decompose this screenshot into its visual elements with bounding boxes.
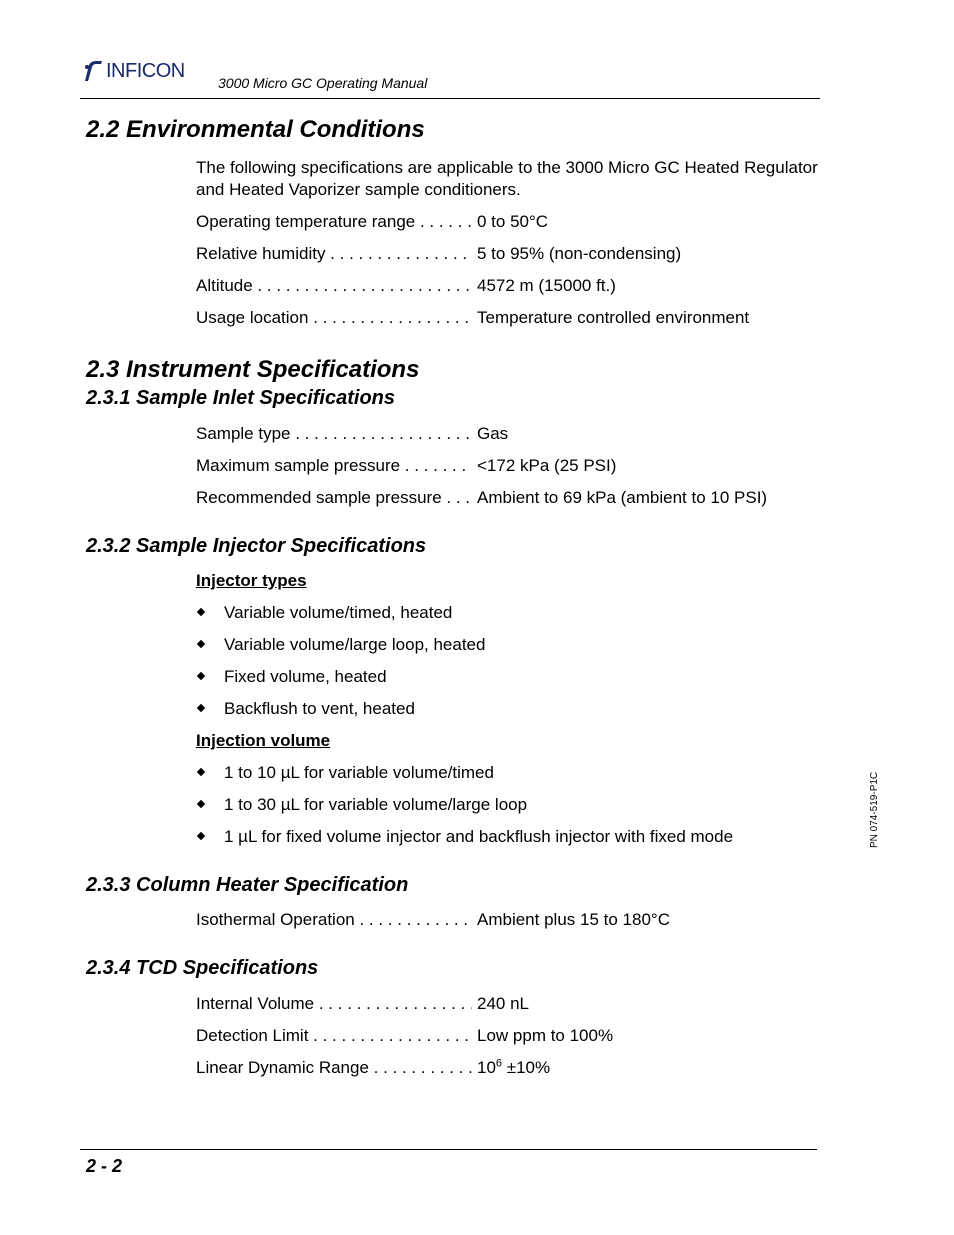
header-rule	[80, 98, 820, 99]
spec-label: Detection Limit . . .	[196, 1026, 472, 1046]
spec-value: Ambient to 69 kPa (ambient to 10 PSI)	[477, 488, 768, 507]
list-item-text: Backflush to vent, heated	[224, 699, 415, 718]
manual-title: 3000 Micro GC Operating Manual	[218, 75, 428, 91]
bullet-diamond-icon	[197, 800, 205, 808]
part-number: PN 074-519-P1C	[869, 771, 880, 848]
spec-label: Internal Volume . . .	[196, 994, 472, 1014]
bullet-diamond-icon	[197, 672, 205, 680]
spec-value: Gas	[477, 424, 509, 443]
list-item-text: Variable volume/large loop, heated	[224, 635, 486, 654]
spec-value: <172 kPa (25 PSI)	[477, 456, 617, 475]
spec-value: Temperature controlled environment	[477, 308, 750, 327]
spec-label: Isothermal Operation . . .	[196, 910, 472, 930]
spec-value	[477, 1058, 550, 1078]
heading-environmental-conditions: 2.2 Environmental Conditions	[86, 116, 425, 143]
spec-label: Operating temperature range . . .	[196, 212, 472, 232]
spec-value: 5 to 95% (non-condensing)	[477, 244, 682, 263]
spec-value-exponent: 6	[495, 1057, 503, 1070]
inficon-logo-icon	[82, 59, 104, 83]
heading-tcd: 2.3.4 TCD Specifications	[86, 957, 319, 979]
spec-label: Sample type . . .	[196, 424, 472, 444]
bullet-diamond-icon	[197, 608, 205, 616]
heading-column-heater: 2.3.3 Column Heater Specification	[86, 874, 409, 896]
env-intro-line-1: The following specifications are applicable to the 3000 Micro GC Heated Regulator	[196, 158, 818, 177]
bullet-diamond-icon	[197, 768, 205, 776]
bullet-diamond-icon	[197, 704, 205, 712]
list-item-text: 1 to 10 µL for variable volume/timed	[224, 763, 494, 782]
spec-label: Linear Dynamic Range . . .	[196, 1058, 472, 1078]
heading-instrument-specifications: 2.3 Instrument Specifications	[86, 356, 420, 383]
list-item-text: 1 µL for fixed volume injector and backflush injector with fixed mode	[224, 827, 734, 846]
spec-label: Recommended sample pressure . . .	[196, 488, 472, 508]
heading-sample-injector: 2.3.2 Sample Injector Specifications	[86, 535, 427, 557]
env-intro-line-2: and Heated Vaporizer sample conditioners.	[196, 180, 521, 199]
spec-value-rest: ±10%	[502, 1058, 551, 1077]
list-item-text: 1 to 30 µL for variable volume/large loop	[224, 795, 528, 814]
bullet-diamond-icon	[197, 640, 205, 648]
injection-volume-title: Injection volume	[196, 731, 331, 750]
footer-rule	[80, 1149, 817, 1150]
heading-sample-inlet: 2.3.1 Sample Inlet Specifications	[86, 387, 396, 409]
spec-label: Maximum sample pressure . . .	[196, 456, 472, 476]
logo-text: INFICON	[106, 59, 185, 82]
bullet-diamond-icon	[197, 832, 205, 840]
spec-label: Usage location . . .	[196, 308, 472, 328]
inficon-logo	[82, 58, 185, 84]
spec-label: Relative humidity . . .	[196, 244, 472, 264]
injector-types-title: Injector types	[196, 571, 307, 590]
spec-value: Ambient plus 15 to 180°C	[477, 910, 670, 929]
spec-value-base: 10	[477, 1058, 496, 1077]
list-item-text: Variable volume/timed, heated	[224, 603, 453, 622]
spec-value: 4572 m (15000 ft.)	[477, 276, 616, 295]
spec-value: Low ppm to 100%	[477, 1026, 614, 1045]
list-item-text: Fixed volume, heated	[224, 667, 387, 686]
spec-value: 0 to 50°C	[477, 212, 549, 231]
spec-label: Altitude . . .	[196, 276, 472, 296]
page-number: 2 - 2	[86, 1156, 123, 1176]
spec-value: 240 nL	[477, 994, 529, 1013]
